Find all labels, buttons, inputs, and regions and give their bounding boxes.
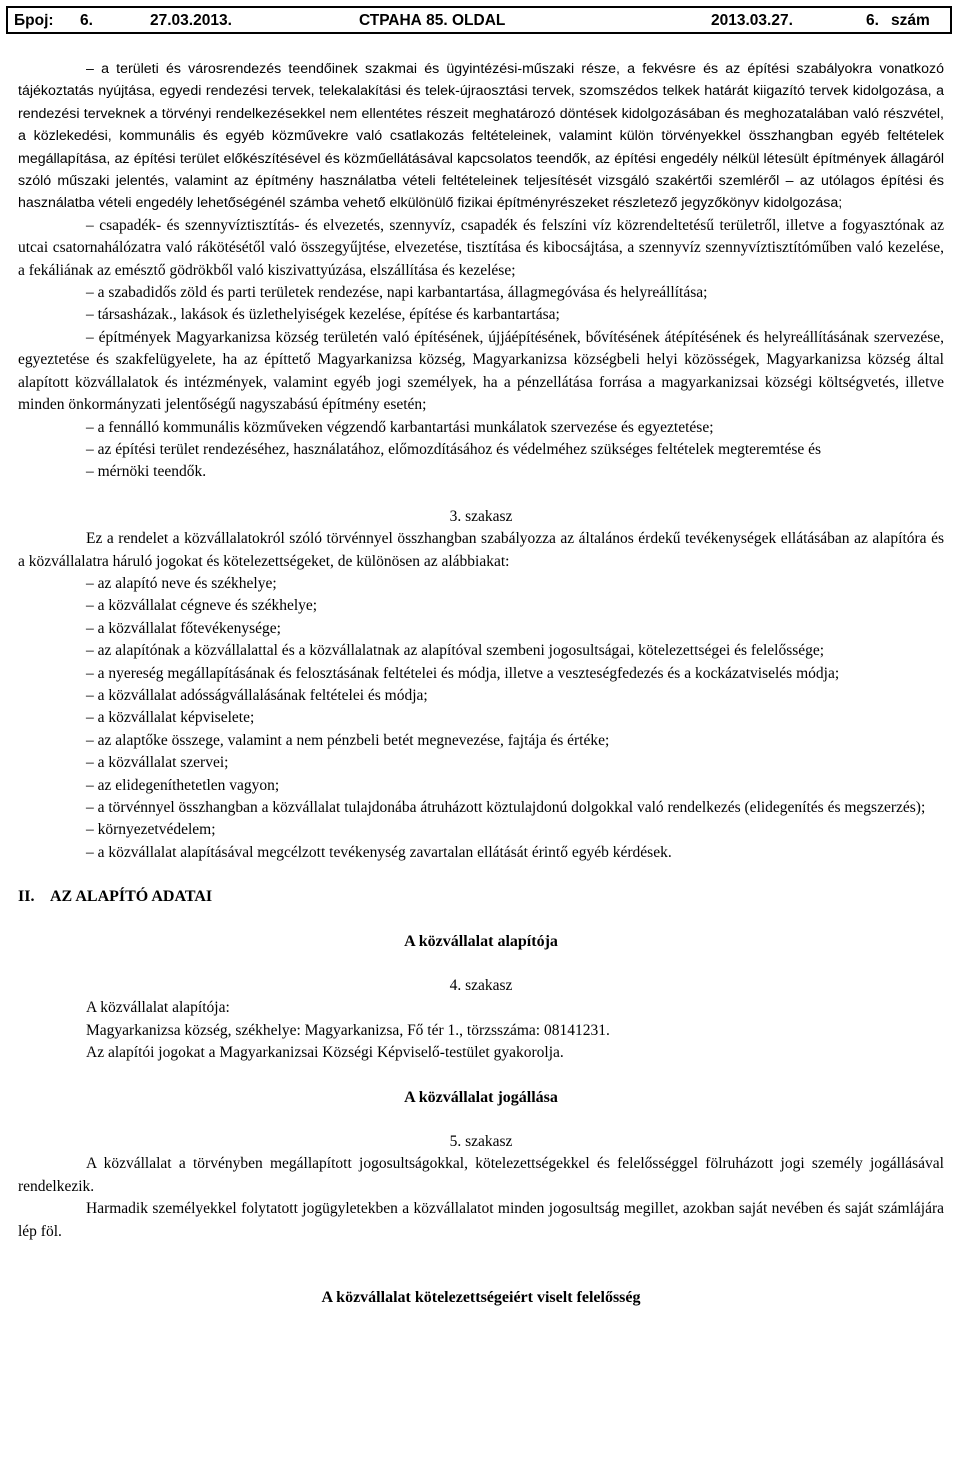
legal-status-paragraph-2: Harmadik személyekkel folytatott jogügyletekben a közvállalatot minden jogosultság megillet, azokban saját nevében és saját számlájára lép föl. bbox=[18, 1200, 944, 1240]
list-item: – a közvállalat adósságvállalásának feltételei és módja; bbox=[86, 686, 428, 704]
list-item: – társasházak., lakások és üzlethelyiségek kezelése, építése és karbantartása; bbox=[86, 306, 560, 324]
chapter-title: AZ ALAPÍTÓ ADATAI bbox=[50, 888, 213, 906]
document-body bbox=[18, 58, 944, 1310]
legal-status-paragraph-1: A közvállalat a törvényben megállapított jogosultságokkal, kötelezettségekkel és felelősséggel fölruházott jogi személy jogállásával rendelkezik. bbox=[18, 1155, 944, 1195]
issue-number: 6. bbox=[80, 12, 93, 29]
section-4-title: 4. szakasz bbox=[449, 977, 513, 995]
spacer bbox=[18, 1243, 944, 1287]
list-item: – a közvállalat képviselete; bbox=[86, 709, 255, 727]
list-item: – mérnöki teendők. bbox=[86, 463, 207, 481]
date-left: 27.03.2013. bbox=[150, 12, 232, 29]
list-item: – az alapító neve és székhelye; bbox=[86, 574, 277, 592]
page-label: СТРАНА 85. OLDAL bbox=[359, 12, 506, 29]
spacer bbox=[18, 953, 944, 975]
list-item: – csapadék- és szennyvíztisztítás- és elvezetés, szennyvíz, csapadék és felszíni víz közrendeltetésű területről, illetve a fogyasztónak az utcai csatornahálózatra való rákötésétől való összegyűjtése, elvezetése, tisztítása és kibocsájtása, a szennyvíz szennyvíztisztítóműben való kezelése, a fekáliának az emésztő gödrökből való kiszivattyúzása, elszállítása és kezelése; bbox=[18, 216, 944, 279]
spacer bbox=[18, 909, 944, 931]
issue-number-right: 6. bbox=[866, 12, 879, 29]
spacer bbox=[18, 1065, 944, 1087]
section-5-title: 5. szakasz bbox=[449, 1133, 513, 1151]
founder-line-2: Az alapítói jogokat a Magyarkanizsai Községi Képviselő-testület gyakorolja. bbox=[86, 1044, 564, 1062]
list-item: – az építési terület rendezéséhez, használatához, előmozdításához és védelméhez szükséges feltételek megteremtése és bbox=[86, 440, 822, 458]
list-item: – a nyereség megállapításának és felosztásának feltételei és módja, illetve a veszteségfedezés és a kockázatviselés módja; bbox=[86, 664, 840, 682]
list-item: – a szabadidős zöld és parti területek rendezése, napi karbantartása, állagmegóvása és helyreállítása; bbox=[86, 284, 708, 302]
list-item: – a területi és városrendezés teendőinek szakmai és ügyintézési-műszaki része, a fekvésre és az építési szabályokra vonatkozó tájékoztatás nyújtása, egyedi rendezési tervek, telekalakítási és telek-újraosztási tervek, szomszédos telkek határát kiigazító tervek kidolgozása, a rendezési terveknek a törvényi rendelkezésekkel nem ellentétes részeit meghatározó döntések kidolgozásában és meghozatalában való részvétel, a közlekedési, kommunális és egyéb közművekre való csatlakozás feltételeinek, valamint külön törvényekkel összhangban egyéb feltételek megállapítása, az építési terület előkészítésével és közműellátásával kapcsolatos teendők, az építési engedély nélkül létesült építmények állagáról szóló műszaki jelentés, valamint az építmény használatba vételi feltételeinek teljesítését vizsgáló szakértői szemléről – az utólagos építési és használatba vételi engedély lehetőségénél számba vehető elkülönülő fizikai építményrészeket részletező jegyzőkönyv kidolgozása; bbox=[18, 61, 944, 212]
liability-heading: A közvállalat kötelezettségeiért viselt felelősség bbox=[321, 1289, 641, 1307]
section-3-title: 3. szakasz bbox=[449, 507, 513, 525]
spacer bbox=[18, 1109, 944, 1131]
list-item: – az alapítónak a közvállalattal és a közvállalatnak az alapítóval szembeni jogosultságai, kötelezettségei és felelőssége; bbox=[86, 642, 825, 660]
date-right: 2013.03.27. bbox=[711, 12, 793, 29]
list-item: – a törvénnyel összhangban a közvállalat tulajdonába átruházott köztulajdonú dolgokkal való rendelkezés (elidegenítés és megszerzés); bbox=[86, 799, 926, 816]
chapter-heading bbox=[18, 886, 944, 908]
list-item: – a közvállalat cégneve és székhelye; bbox=[86, 597, 318, 615]
list-item: – az elidegeníthetetlen vagyon; bbox=[86, 776, 280, 794]
founder-label: A közvállalat alapítója: bbox=[86, 999, 230, 1017]
list-item: – az alaptőke összege, valamint a nem pénzbeli betét megnevezése, fajtája és értéke; bbox=[86, 731, 610, 749]
founder-heading: A közvállalat alapítója bbox=[404, 932, 558, 950]
section-3-intro: Ez a rendelet a közvállalatokról szóló törvénnyel összhangban szabályozza az általános érdekű tevékenységek ellátásában az alapítóra és a közvállalatra háruló jogokat és kötelezettségeket, de különösen az alábbiakat: bbox=[18, 530, 944, 570]
list-item: – környezetvédelem; bbox=[86, 821, 216, 839]
spacer bbox=[18, 484, 944, 506]
list-item: – a fennálló kommunális közműveken végzendő karbantartási munkálatok szervezése és egyeztetése; bbox=[86, 418, 714, 436]
chapter-number: II. bbox=[18, 888, 35, 906]
legal-status-heading: A közvállalat jogállása bbox=[404, 1088, 558, 1106]
page-header bbox=[6, 6, 952, 34]
list-item: – építmények Magyarkanizsa község területén való építésének, újjáépítésének, bővítésének átépítésének és helyreállításának szervezése, egyeztetése és szakfelügyelete, ha az építtető Magyarkanizsa község, Magyarkanizsa községbeli helyi közösségek, Magyarkanizsa község által alapított közvállalatok és intézmények, valamint egyéb jogi személyek, ha a pénzellátása forrása a magyarkanizsai községi költségvetés, illetve minden önkormányzati jelentőségű nagyszabású építmény esetén; bbox=[18, 328, 944, 414]
list-item: – a közvállalat főtevékenysége; bbox=[86, 619, 281, 637]
issue-label: Број: bbox=[14, 12, 54, 29]
list-item: – a közvállalat alapításával megcélzott tevékenység zavartalan ellátását érintő egyéb kérdések. bbox=[86, 843, 672, 861]
founder-line-1: Magyarkanizsa község, székhelye: Magyarkanizsa, Fő tér 1., törzsszáma: 08141231. bbox=[86, 1021, 610, 1039]
list-item: – a közvállalat szervei; bbox=[86, 754, 229, 772]
issue-label-right: szám bbox=[891, 12, 930, 29]
spacer bbox=[18, 864, 944, 886]
